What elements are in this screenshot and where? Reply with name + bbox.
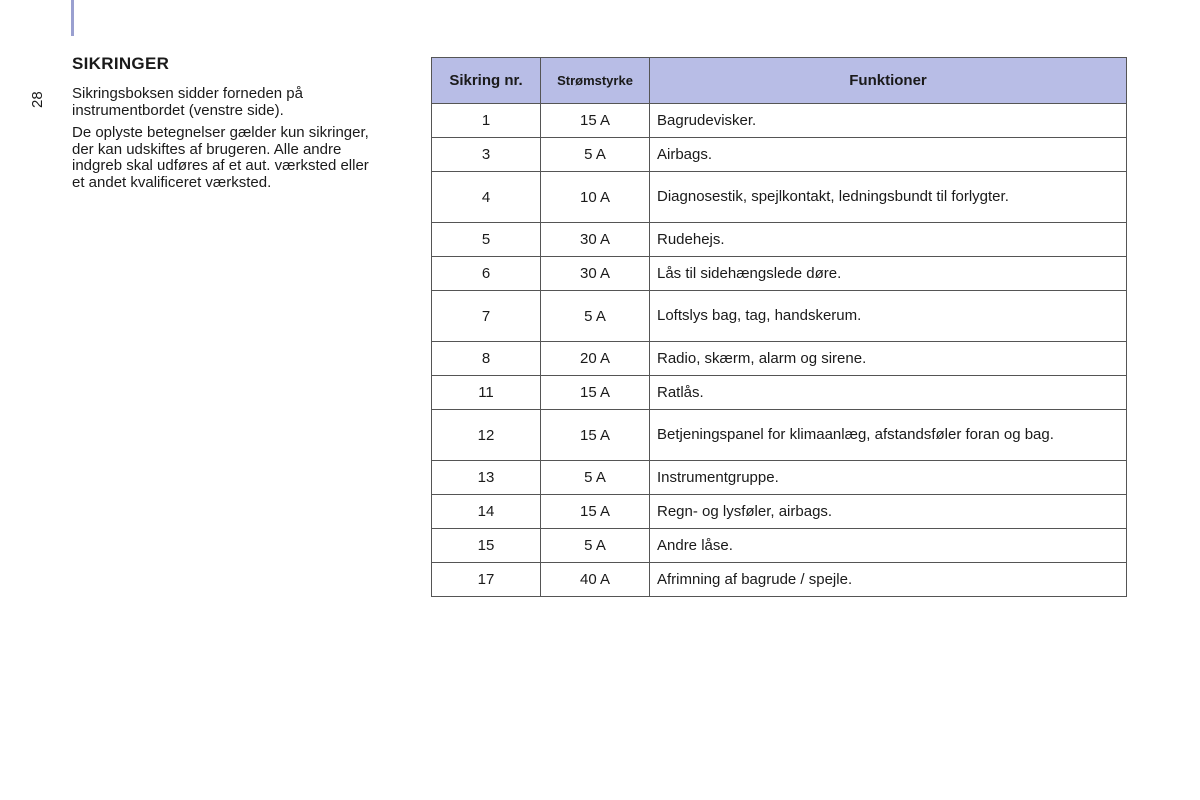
amperage-cell: 15 A: [541, 410, 650, 461]
amperage-cell: 15 A: [541, 376, 650, 410]
fuse-number-cell: 3: [432, 138, 541, 172]
fuse-number-cell: 6: [432, 257, 541, 291]
function-cell: Instrumentgruppe.: [650, 461, 1127, 495]
function-cell: Lås til sidehængslede døre.: [650, 257, 1127, 291]
table-header-row: [432, 58, 1127, 104]
header-amperage: Strømstyrke: [541, 58, 650, 104]
fuse-number-cell: 12: [432, 410, 541, 461]
function-cell: Airbags.: [650, 138, 1127, 172]
fuse-number-cell: 5: [432, 223, 541, 257]
table-row: [432, 223, 1127, 257]
table-row: [432, 410, 1127, 461]
function-cell: Rudehejs.: [650, 223, 1127, 257]
fuse-table: [431, 57, 1127, 597]
intro-paragraph: De oplyste betegnelser gælder kun sikringer, der kan udskiftes af brugeren. Alle andre indgreb skal udføres af et aut. værksted eller et andet kvalificeret værksted.: [72, 124, 369, 191]
function-cell: Betjeningspanel for klimaanlæg, afstandsføler foran og bag.: [650, 410, 1127, 461]
amperage-cell: 15 A: [541, 104, 650, 138]
amperage-cell: 40 A: [541, 563, 650, 597]
table-row: [432, 291, 1127, 342]
fuse-number-cell: 1: [432, 104, 541, 138]
function-cell: Bagrudevisker.: [650, 104, 1127, 138]
intro-paragraph: Sikringsboksen sidder forneden på instrumentbordet (venstre side).: [72, 85, 303, 119]
table-row: [432, 563, 1127, 597]
function-cell: Radio, skærm, alarm og sirene.: [650, 342, 1127, 376]
fuse-number-cell: 17: [432, 563, 541, 597]
amperage-cell: 10 A: [541, 172, 650, 223]
page-number: 28: [29, 91, 46, 108]
section-title: SIKRINGER: [72, 54, 170, 73]
function-cell: Loftslys bag, tag, handskerum.: [650, 291, 1127, 342]
table-row: [432, 257, 1127, 291]
amperage-cell: 20 A: [541, 342, 650, 376]
fuse-number-cell: 15: [432, 529, 541, 563]
table-row: [432, 376, 1127, 410]
header-functions: Funktioner: [650, 58, 1127, 104]
intro-text: [72, 86, 382, 197]
amperage-cell: 5 A: [541, 291, 650, 342]
fuse-number-cell: 4: [432, 172, 541, 223]
fuse-number-cell: 14: [432, 495, 541, 529]
table-row: [432, 529, 1127, 563]
table-row: [432, 461, 1127, 495]
table-row: [432, 172, 1127, 223]
amperage-cell: 5 A: [541, 461, 650, 495]
fuse-number-cell: 13: [432, 461, 541, 495]
amperage-cell: 30 A: [541, 257, 650, 291]
amperage-cell: 15 A: [541, 495, 650, 529]
fuse-number-cell: 8: [432, 342, 541, 376]
header-fuse-number: Sikring nr.: [432, 58, 541, 104]
page-edge-marker: [71, 0, 74, 36]
function-cell: Ratlås.: [650, 376, 1127, 410]
amperage-cell: 30 A: [541, 223, 650, 257]
table-row: [432, 495, 1127, 529]
function-cell: Afrimning af bagrude / spejle.: [650, 563, 1127, 597]
function-cell: Andre låse.: [650, 529, 1127, 563]
fuse-number-cell: 7: [432, 291, 541, 342]
amperage-cell: 5 A: [541, 138, 650, 172]
function-cell: Diagnosestik, spejlkontakt, ledningsbundt til forlygter.: [650, 172, 1127, 223]
amperage-cell: 5 A: [541, 529, 650, 563]
function-cell: Regn- og lysføler, airbags.: [650, 495, 1127, 529]
table-row: [432, 104, 1127, 138]
table-row: [432, 138, 1127, 172]
table-row: [432, 342, 1127, 376]
fuse-number-cell: 11: [432, 376, 541, 410]
